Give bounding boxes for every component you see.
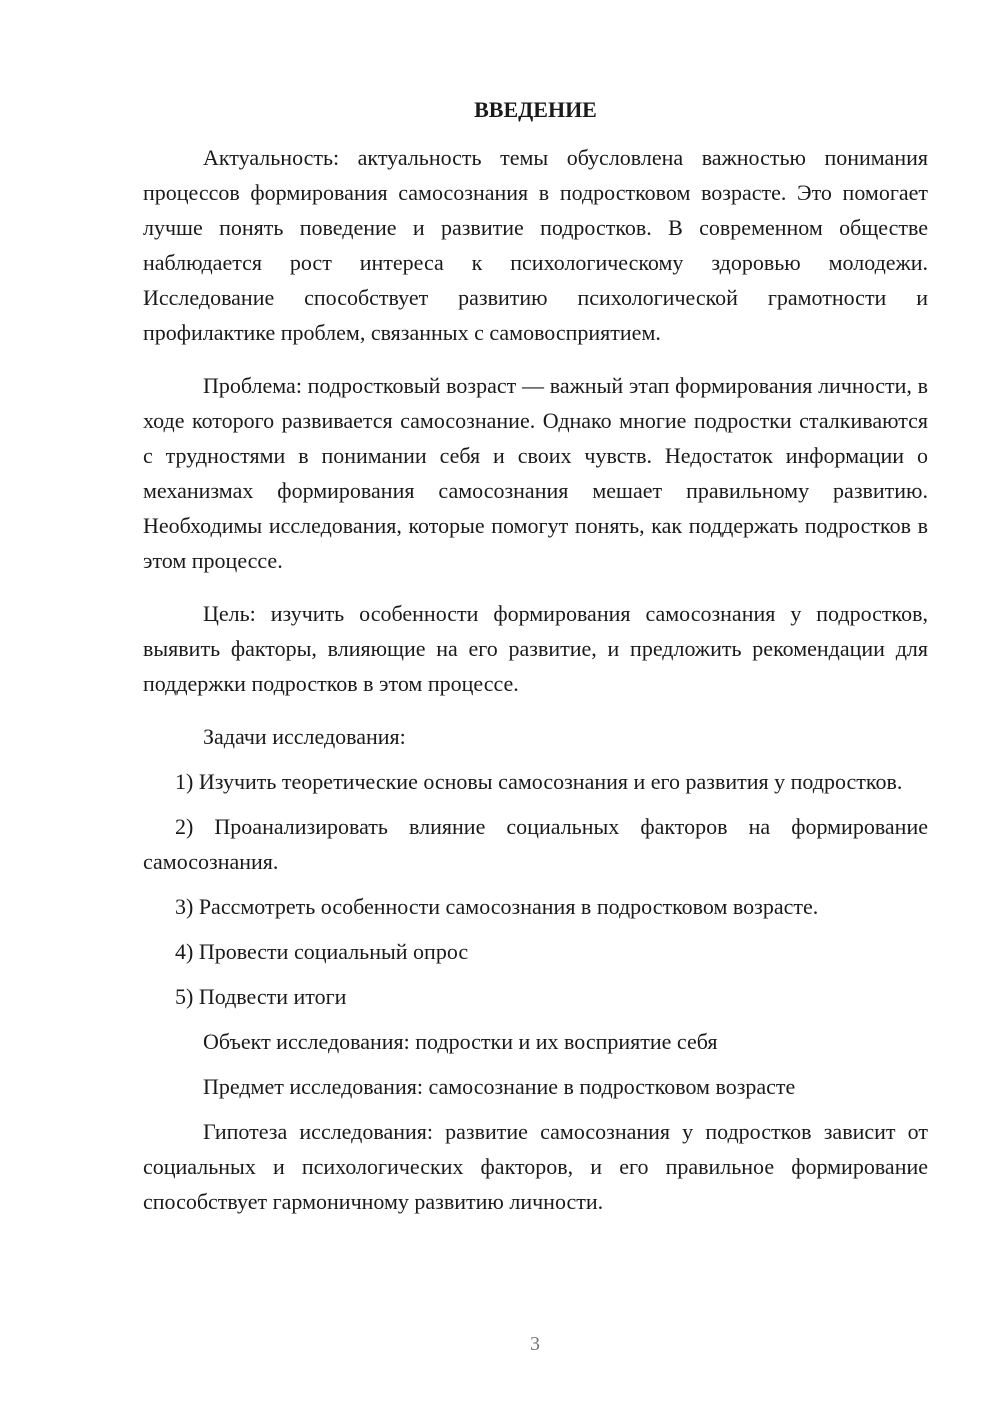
document-page [143, 92, 928, 1237]
relevance-paragraph: Актуальность: актуальность темы обусловлена важностью понимания процессов формирования самосознания в подростковом возрасте. Это помогает лучше понять поведение и развитие подростков. В современном обществе наблюдается рост интереса к психологическому здоровью молодежи. Исследование способствует развитию психологической грамотности и профилактике проблем, связанных с самовосприятием. [143, 145, 928, 345]
research-hypothesis: Гипотеза исследования: развитие самосознания у подростков зависит от социальных и психологических факторов, и его правильное формирование способствует гармоничному развитию личности. [143, 1119, 928, 1214]
page-number: 3 [530, 1333, 540, 1355]
research-subject: Предмет исследования: самосознание в подростковом возрасте [203, 1074, 796, 1099]
problem-paragraph: Проблема: подростковый возраст — важный этап формирования личности, в ходе которого развивается самосознание. Однако многие подростки сталкиваются с трудностями в понимании себя и своих чувств. Недостаток информации о механизмах формирования самосознания мешает правильному развитию. Необходимы исследования, которые помогут понять, как поддержать подростков в этом процессе. [143, 373, 928, 573]
task-item-2: 2) Проанализировать влияние социальных факторов на формирование самосознания. [143, 814, 928, 874]
section-title: ВВЕДЕНИЕ [474, 97, 597, 122]
task-item-1: 1) Изучить теоретические основы самосознания и его развития у подростков. [175, 769, 903, 794]
task-item-3: 3) Рассмотреть особенности самосознания в подростковом возрасте. [175, 894, 819, 919]
task-item-4: 4) Провести социальный опрос [175, 939, 469, 964]
research-object: Объект исследования: подростки и их восприятие себя [203, 1029, 718, 1054]
task-item-5: 5) Подвести итоги [175, 984, 347, 1009]
goal-paragraph: Цель: изучить особенности формирования самосознания у подростков, выявить факторы, влияющие на его развитие, и предложить рекомендации для поддержки подростков в этом процессе. [143, 601, 928, 696]
tasks-heading: Задачи исследования: [203, 724, 406, 749]
